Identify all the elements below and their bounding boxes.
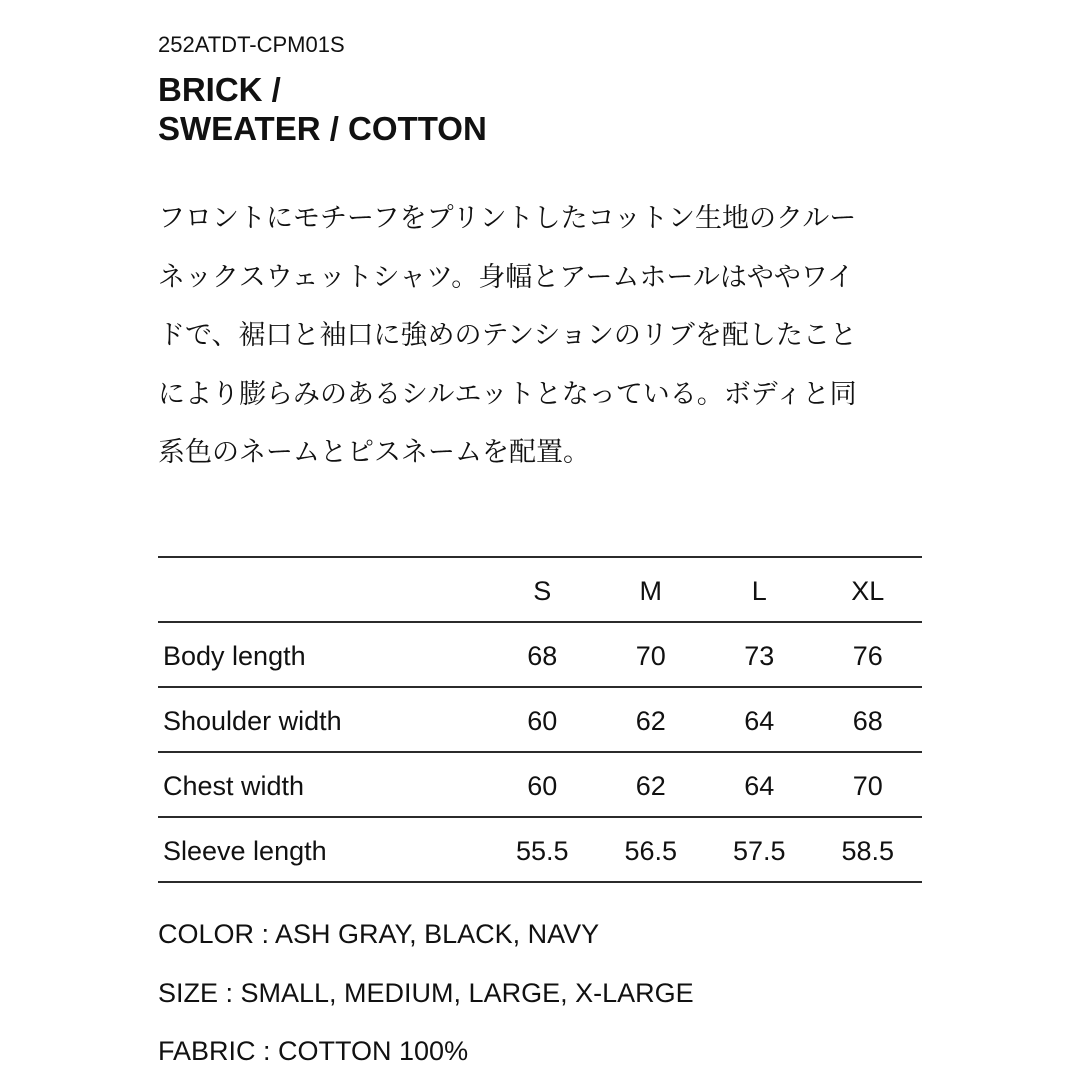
size-table-header-row bbox=[158, 557, 922, 622]
row-label-sleeve-length: Sleeve length bbox=[163, 835, 327, 866]
table-cell: 68 bbox=[527, 640, 558, 671]
table-cell: 68 bbox=[852, 705, 883, 736]
table-cell: 70 bbox=[852, 770, 883, 801]
row-label-shoulder-width: Shoulder width bbox=[163, 705, 342, 736]
table-row bbox=[158, 752, 922, 817]
product-specs bbox=[158, 905, 694, 1081]
size-header-s: S bbox=[533, 575, 552, 606]
row-label-chest-width: Chest width bbox=[163, 770, 305, 801]
table-cell: 70 bbox=[635, 640, 666, 671]
table-cell: 64 bbox=[744, 705, 775, 736]
product-title-line-1: BRICK / bbox=[158, 71, 281, 108]
description-line: ネックスウェットシャツ。身幅とアームホールはややワイ bbox=[158, 261, 855, 293]
description-line: フロントにモチーフをプリントしたコットン生地のクルー bbox=[158, 203, 857, 234]
product-title-line-2: SWEATER / COTTON bbox=[158, 110, 487, 147]
description-line: ドで、裾口と袖口に強めのテンションのリブを配したこと bbox=[158, 320, 857, 351]
table-cell: 56.5 bbox=[624, 835, 678, 866]
table-cell: 60 bbox=[527, 705, 558, 736]
table-row bbox=[158, 817, 922, 882]
table-cell: 62 bbox=[635, 770, 666, 801]
product-description bbox=[158, 190, 928, 483]
spec-size: SIZE : SMALL, MEDIUM, LARGE, X-LARGE bbox=[158, 977, 694, 1008]
size-header-xl: XL bbox=[851, 575, 885, 606]
table-cell: 60 bbox=[527, 770, 558, 801]
table-cell: 73 bbox=[744, 640, 775, 671]
size-table-header-empty bbox=[158, 557, 488, 622]
size-header-m: M bbox=[639, 575, 662, 606]
table-cell: 58.5 bbox=[841, 835, 895, 866]
product-title bbox=[158, 70, 487, 148]
table-cell: 55.5 bbox=[515, 835, 569, 866]
spec-fabric: FABRIC : COTTON 100% bbox=[158, 1036, 469, 1066]
size-table bbox=[158, 556, 922, 883]
spec-color: COLOR : ASH GRAY, BLACK, NAVY bbox=[158, 919, 600, 949]
table-cell: 64 bbox=[744, 770, 775, 801]
table-cell: 76 bbox=[852, 640, 883, 671]
product-code: 252ATDT-CPM01S bbox=[158, 32, 345, 57]
description-line: 系色のネームとピスネームを配置。 bbox=[158, 437, 590, 468]
size-header-l: L bbox=[751, 575, 767, 606]
table-row bbox=[158, 622, 922, 687]
table-row bbox=[158, 687, 922, 752]
table-cell: 62 bbox=[635, 705, 666, 736]
row-label-body-length: Body length bbox=[163, 640, 306, 671]
table-cell: 57.5 bbox=[732, 835, 786, 866]
description-line: により膨らみのあるシルエットとなっている。ボディと同 bbox=[158, 378, 857, 410]
